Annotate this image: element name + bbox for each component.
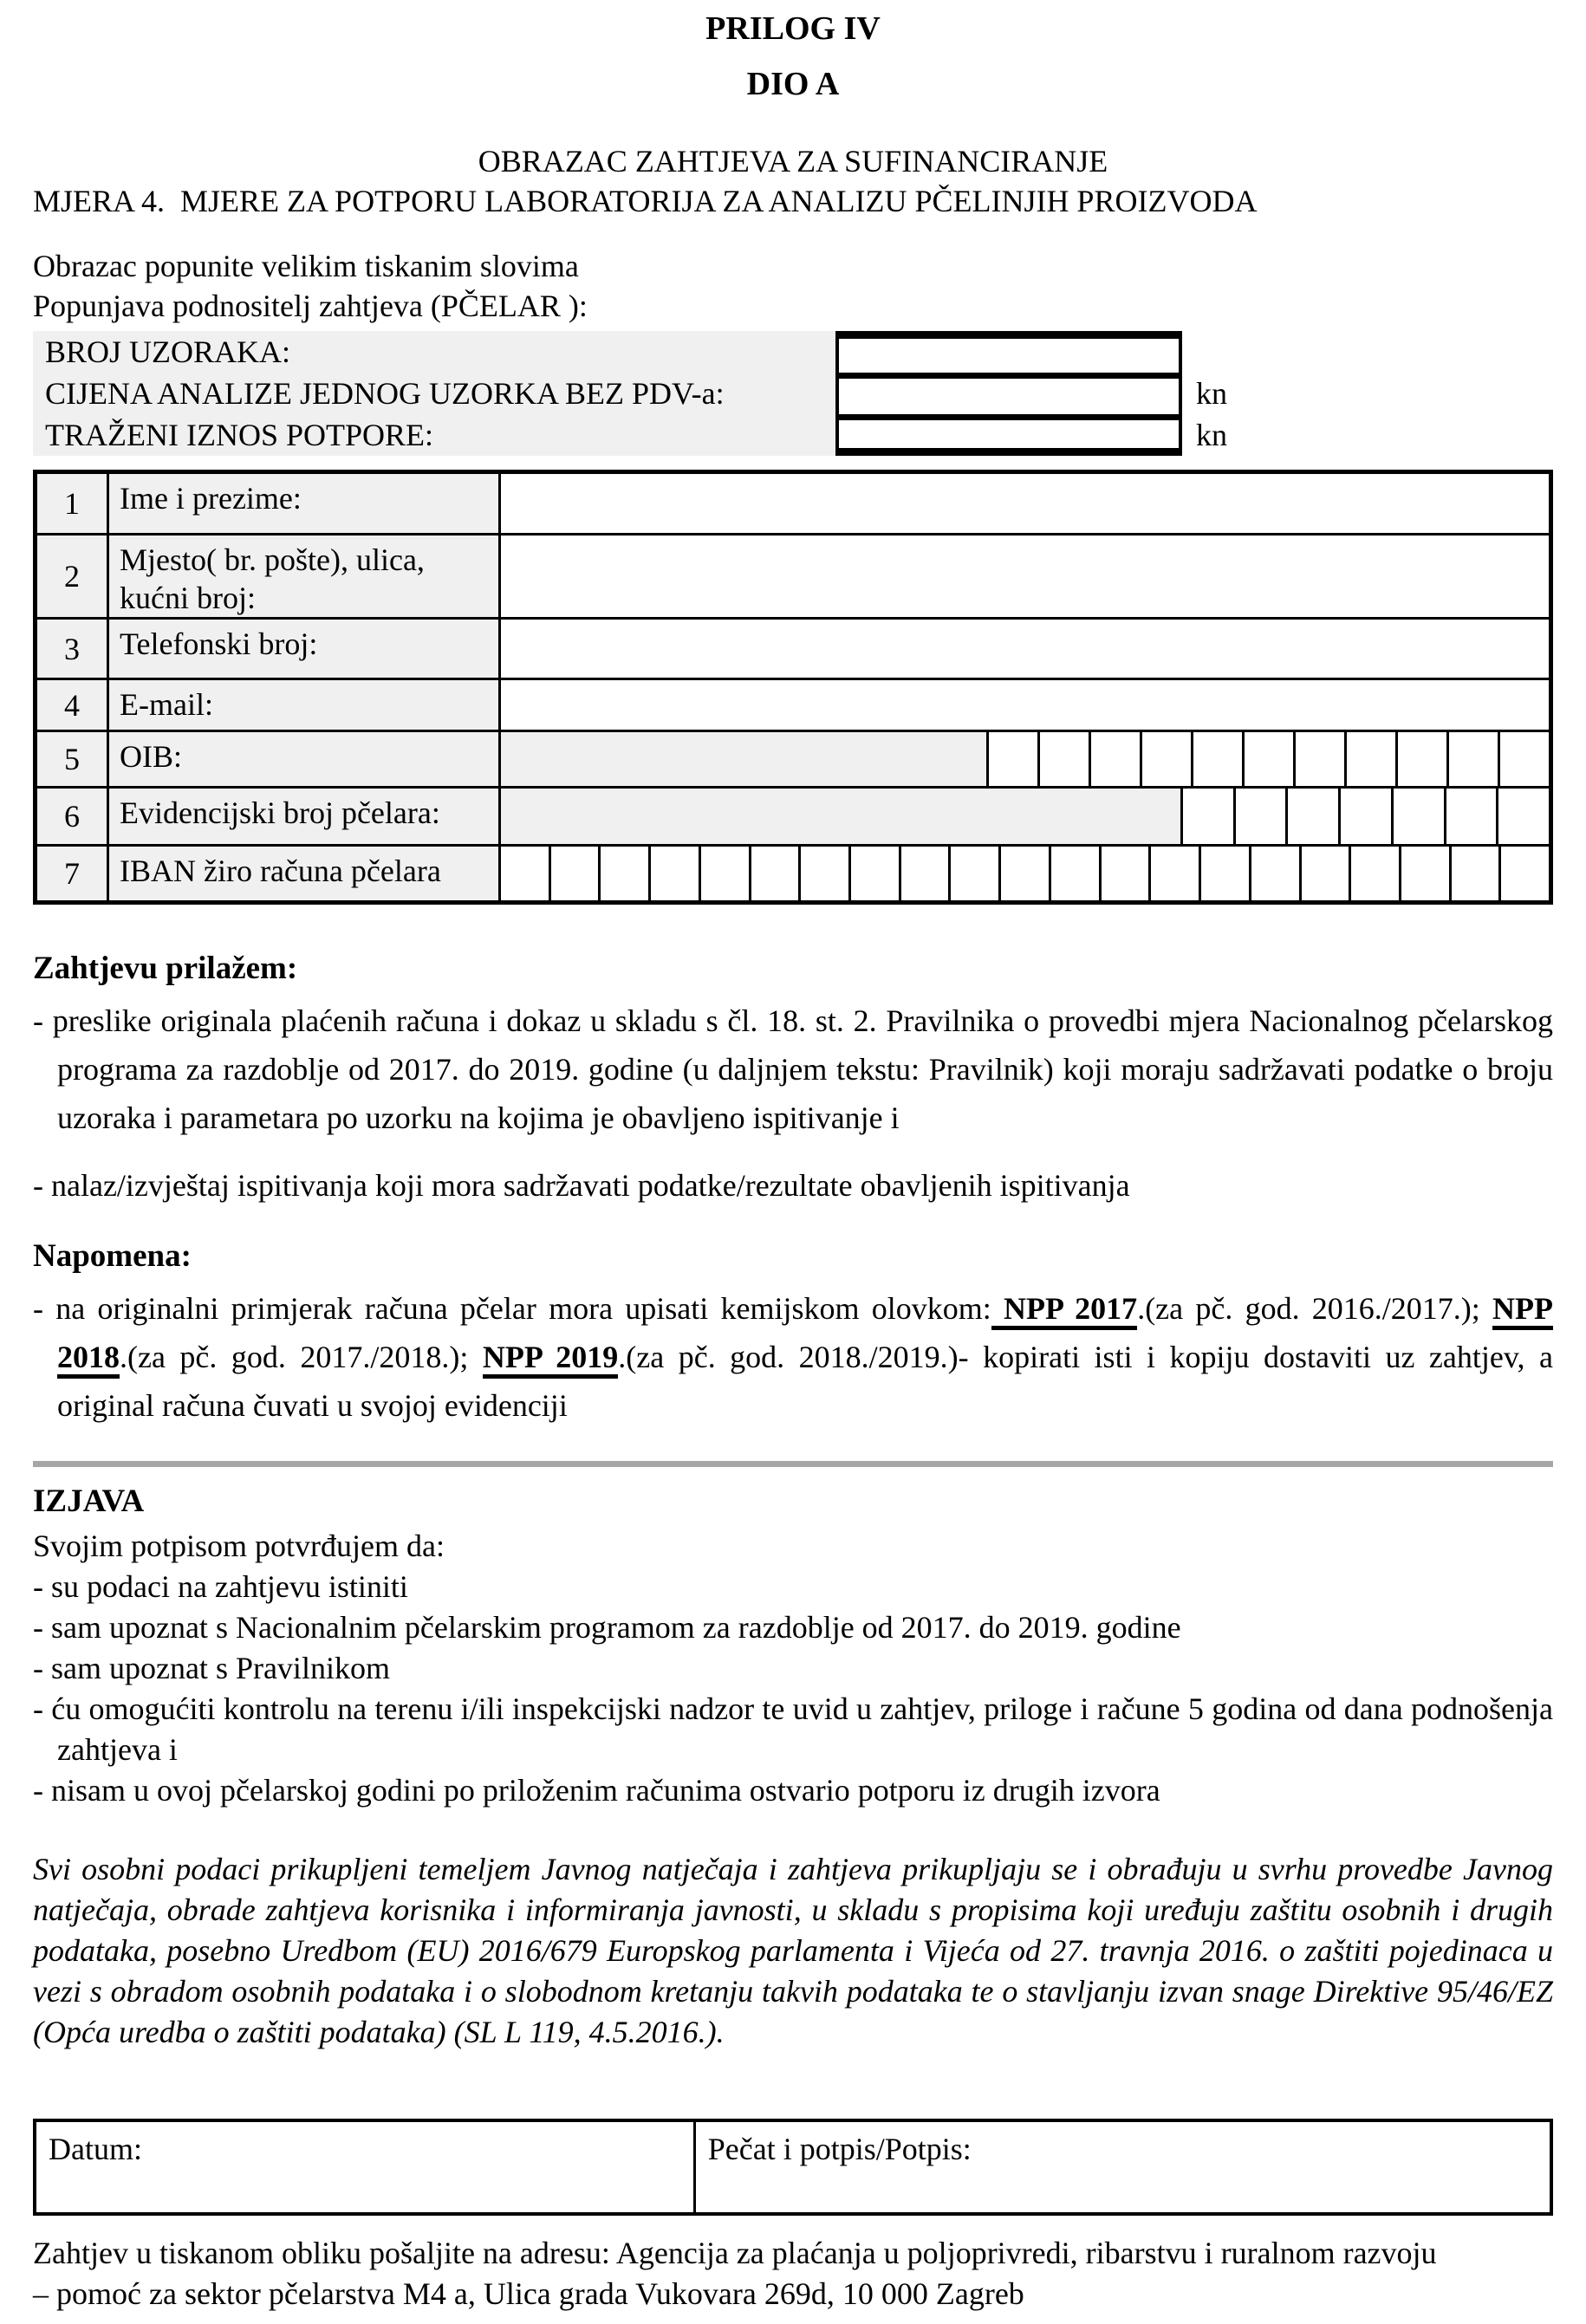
broj-uzoraka-unit [1182, 331, 1196, 373]
digit-box[interactable] [549, 847, 599, 900]
digit-box[interactable] [1140, 732, 1191, 786]
npp-2017-label: NPP 2017 [991, 1291, 1137, 1330]
stamp-signature-label: Pečat i potpis/Potpis: [707, 2132, 972, 2166]
evidencijski-broj-label: Evidencijski broj pčelara: [108, 788, 500, 846]
cijena-analize-input[interactable] [835, 373, 1182, 414]
adresa-label: Mjesto( br. pošte), ulica, kućni broj: [108, 535, 500, 619]
digit-box[interactable] [1391, 789, 1444, 844]
form-title: OBRAZAC ZAHTJEVA ZA SUFINANCIRANJE [478, 144, 1108, 179]
email-input[interactable] [500, 679, 1551, 731]
digit-box[interactable] [1180, 789, 1233, 844]
table-row [36, 846, 1551, 903]
section-divider [33, 1461, 1553, 1467]
digit-box[interactable] [998, 847, 1049, 900]
dio-heading: DIO A [746, 66, 840, 102]
intro-block [33, 246, 1553, 326]
digit-box[interactable] [1242, 732, 1293, 786]
statement-intro: Svojim potpisom potvrđujem da: [33, 1529, 445, 1563]
intro-line-1: Obrazac popunite velikim tiskanim slovima [33, 249, 579, 283]
trazeni-iznos-input[interactable] [835, 414, 1182, 456]
adresa-input[interactable] [500, 535, 1551, 619]
table-row [36, 731, 1551, 788]
stamp-signature-cell[interactable] [694, 2120, 1551, 2214]
amounts-block [33, 331, 1553, 456]
iban-input [500, 846, 1551, 903]
table-row [36, 679, 1551, 731]
note-text: .(za pč. god. 2018./2019.)- kopirati isti i kopiju dostaviti uz zahtjev, a original računa čuvati u svojoj evidenciji [57, 1340, 1553, 1423]
row-number: 2 [36, 535, 108, 619]
digit-box[interactable] [699, 847, 749, 900]
trazeni-iznos-label: TRAŽENI IZNOS POTPORE: [33, 414, 835, 456]
digit-box[interactable] [1293, 732, 1344, 786]
statement-item: - ću omogućiti kontrolu na terenu i/ili inspekcijski nadzor te uvid u zahtjev, priloge i račune 5 godina od dana podnošenja zahtjeva i [33, 1691, 1553, 1767]
digit-box[interactable] [1449, 847, 1499, 900]
row-number: 5 [36, 731, 108, 788]
shaded-filler [501, 789, 1180, 844]
digit-box[interactable] [848, 847, 899, 900]
table-row [36, 535, 1551, 619]
row-number: 7 [36, 846, 108, 903]
digit-box[interactable] [948, 847, 998, 900]
digit-box[interactable] [1399, 847, 1449, 900]
mailing-address-note [33, 2233, 1553, 2314]
privacy-paragraph: Svi osobni podaci prikupljeni temeljem Javnog natječaja i zahtjeva prikupljaju se i obrađuju u svrhu provedbe Javnog natječaja, obrade zahtjeva korisnika i informiranja javnosti, u skladu s propisima koji uređuju zaštitu osobnih i drugih podataka, posebno Uredbom (EU) 2016/679 Europskog parlamenta i Vijeća od 27. travnja 2016. o zaštiti pojedinaca u vezi s obradom osobnih podataka i o slobodnom kretanju takvih podataka te o stavljanju izvan snage Direktive 95/46/EZ (Opća uredba o zaštiti podataka) (SL L 119, 4.5.2016.). [33, 1852, 1553, 2049]
digit-box[interactable] [1199, 847, 1249, 900]
digit-box[interactable] [1349, 847, 1399, 900]
npp-2018-label: NPP 2018 [57, 1291, 1553, 1379]
digit-box[interactable] [749, 847, 799, 900]
note-text: .(za pč. god. 2017./2018.); [120, 1340, 483, 1374]
digit-box[interactable] [598, 847, 648, 900]
attachments-heading: Zahtjevu prilažem: [33, 951, 298, 986]
digit-box[interactable] [899, 847, 949, 900]
digit-box[interactable] [1233, 789, 1286, 844]
digit-box[interactable] [1496, 789, 1549, 844]
statement-item: - sam upoznat s Pravilnikom [33, 1651, 390, 1685]
shaded-filler [501, 732, 986, 786]
cijena-analize-label: CIJENA ANALIZE JEDNOG UZORKA BEZ PDV-a: [33, 373, 835, 414]
digit-box[interactable] [798, 847, 848, 900]
digit-box[interactable] [648, 847, 699, 900]
email-label: E-mail: [108, 679, 500, 731]
digit-box[interactable] [1444, 789, 1497, 844]
digit-box[interactable] [1089, 732, 1140, 786]
npp-2019-label: NPP 2019 [483, 1340, 618, 1379]
evidencijski-broj-input [500, 788, 1551, 846]
broj-uzoraka-input[interactable] [835, 331, 1182, 373]
digit-box[interactable] [986, 732, 1037, 786]
row-number: 6 [36, 788, 108, 846]
signature-table [33, 2119, 1553, 2216]
telefonski-broj-input[interactable] [500, 619, 1551, 679]
date-cell[interactable] [35, 2120, 694, 2214]
oib-digit-cells [501, 732, 1549, 786]
digit-box[interactable] [1446, 732, 1498, 786]
amount-row-cijena-analize [33, 373, 1553, 414]
telefonski-broj-label: Telefonski broj: [108, 619, 500, 679]
digit-box[interactable] [1148, 847, 1199, 900]
note-item [33, 1284, 1553, 1430]
statement-heading: IZJAVA [33, 1483, 145, 1519]
note-text: - na originalni primjerak računa pčelar mora upisati kemijskom olovkom: [33, 1291, 991, 1326]
amount-row-broj-uzoraka [33, 331, 1553, 373]
digit-box[interactable] [501, 847, 549, 900]
digit-box[interactable] [1299, 847, 1349, 900]
amount-row-trazeni-iznos [33, 414, 1553, 456]
digit-box[interactable] [1395, 732, 1446, 786]
intro-line-2: Popunjava podnositelj zahtjeva (PČELAR ): [33, 289, 588, 323]
digit-box[interactable] [1344, 732, 1395, 786]
row-number: 1 [36, 472, 108, 535]
table-row [36, 619, 1551, 679]
digit-box[interactable] [1338, 789, 1391, 844]
ime-i-prezime-input[interactable] [500, 472, 1551, 535]
date-label: Datum: [49, 2132, 142, 2166]
statement-item: - nisam u ovoj pčelarskoj godini po priloženim računima ostvario potporu iz drugih izvora [33, 1773, 1160, 1808]
iban-label: IBAN žiro računa pčelara [108, 846, 500, 903]
digit-box[interactable] [1498, 732, 1549, 786]
digit-box[interactable] [1191, 732, 1242, 786]
measure-title: MJERA 4. MJERE ZA POTPORU LABORATORIJA ZA ANALIZU PČELINJIH PROIZVODA [33, 184, 1258, 218]
signature-row [35, 2120, 1551, 2214]
table-row [36, 788, 1551, 846]
table-row [36, 472, 1551, 535]
note-heading: Napomena: [33, 1238, 192, 1274]
statement-item: - sam upoznat s Nacionalnim pčelarskim programom za razdoblje od 2017. do 2019. godine [33, 1610, 1181, 1645]
statement-item: - su podaci na zahtjevu istiniti [33, 1569, 408, 1604]
evidencijski-digit-cells [501, 789, 1549, 844]
digit-box[interactable] [1285, 789, 1338, 844]
digit-box[interactable] [1049, 847, 1099, 900]
prilog-heading: PRILOG IV [705, 10, 881, 47]
oib-label: OIB: [108, 731, 500, 788]
mailing-address-line-2: – pomoć za sektor pčelarstva M4 a, Ulica grada Vukovara 269d, 10 000 Zagreb [33, 2276, 1024, 2311]
attachment-item: - nalaz/izvještaj ispitivanja koji mora sadržavati podatke/rezultate obavljenih ispitivanja [33, 1168, 1130, 1203]
cijena-analize-unit: kn [1196, 376, 1227, 411]
broj-uzoraka-label: BROJ UZORAKA: [33, 331, 835, 373]
mailing-address-line-1: Zahtjev u tiskanom obliku pošaljite na adresu: Agencija za plaćanja u poljoprivredi, ribarstvu i ruralnom razvoju [33, 2236, 1437, 2270]
attachment-item: - preslike originala plaćenih računa i dokaz u skladu s čl. 18. st. 2. Pravilnika o provedbi mjera Nacionalnog pčelarskog programa za razdoblje od 2017. do 2019. godine (u daljnjem tekstu: Pravilnik) koji moraju sadržavati podatke o broju uzoraka i parametara po uzorku na kojima je obavljeno ispitivanje i [33, 1003, 1553, 1135]
note-text: .(za pč. god. 2016./2017.); [1137, 1291, 1493, 1326]
row-number: 4 [36, 679, 108, 731]
trazeni-iznos-unit: kn [1196, 418, 1227, 452]
applicant-table [33, 470, 1553, 905]
digit-box[interactable] [1037, 732, 1089, 786]
iban-digit-cells [501, 847, 1549, 900]
digit-box[interactable] [1498, 847, 1549, 900]
digit-box[interactable] [1099, 847, 1149, 900]
row-number: 3 [36, 619, 108, 679]
oib-input [500, 731, 1551, 788]
ime-i-prezime-label: Ime i prezime: [108, 472, 500, 535]
digit-box[interactable] [1249, 847, 1299, 900]
